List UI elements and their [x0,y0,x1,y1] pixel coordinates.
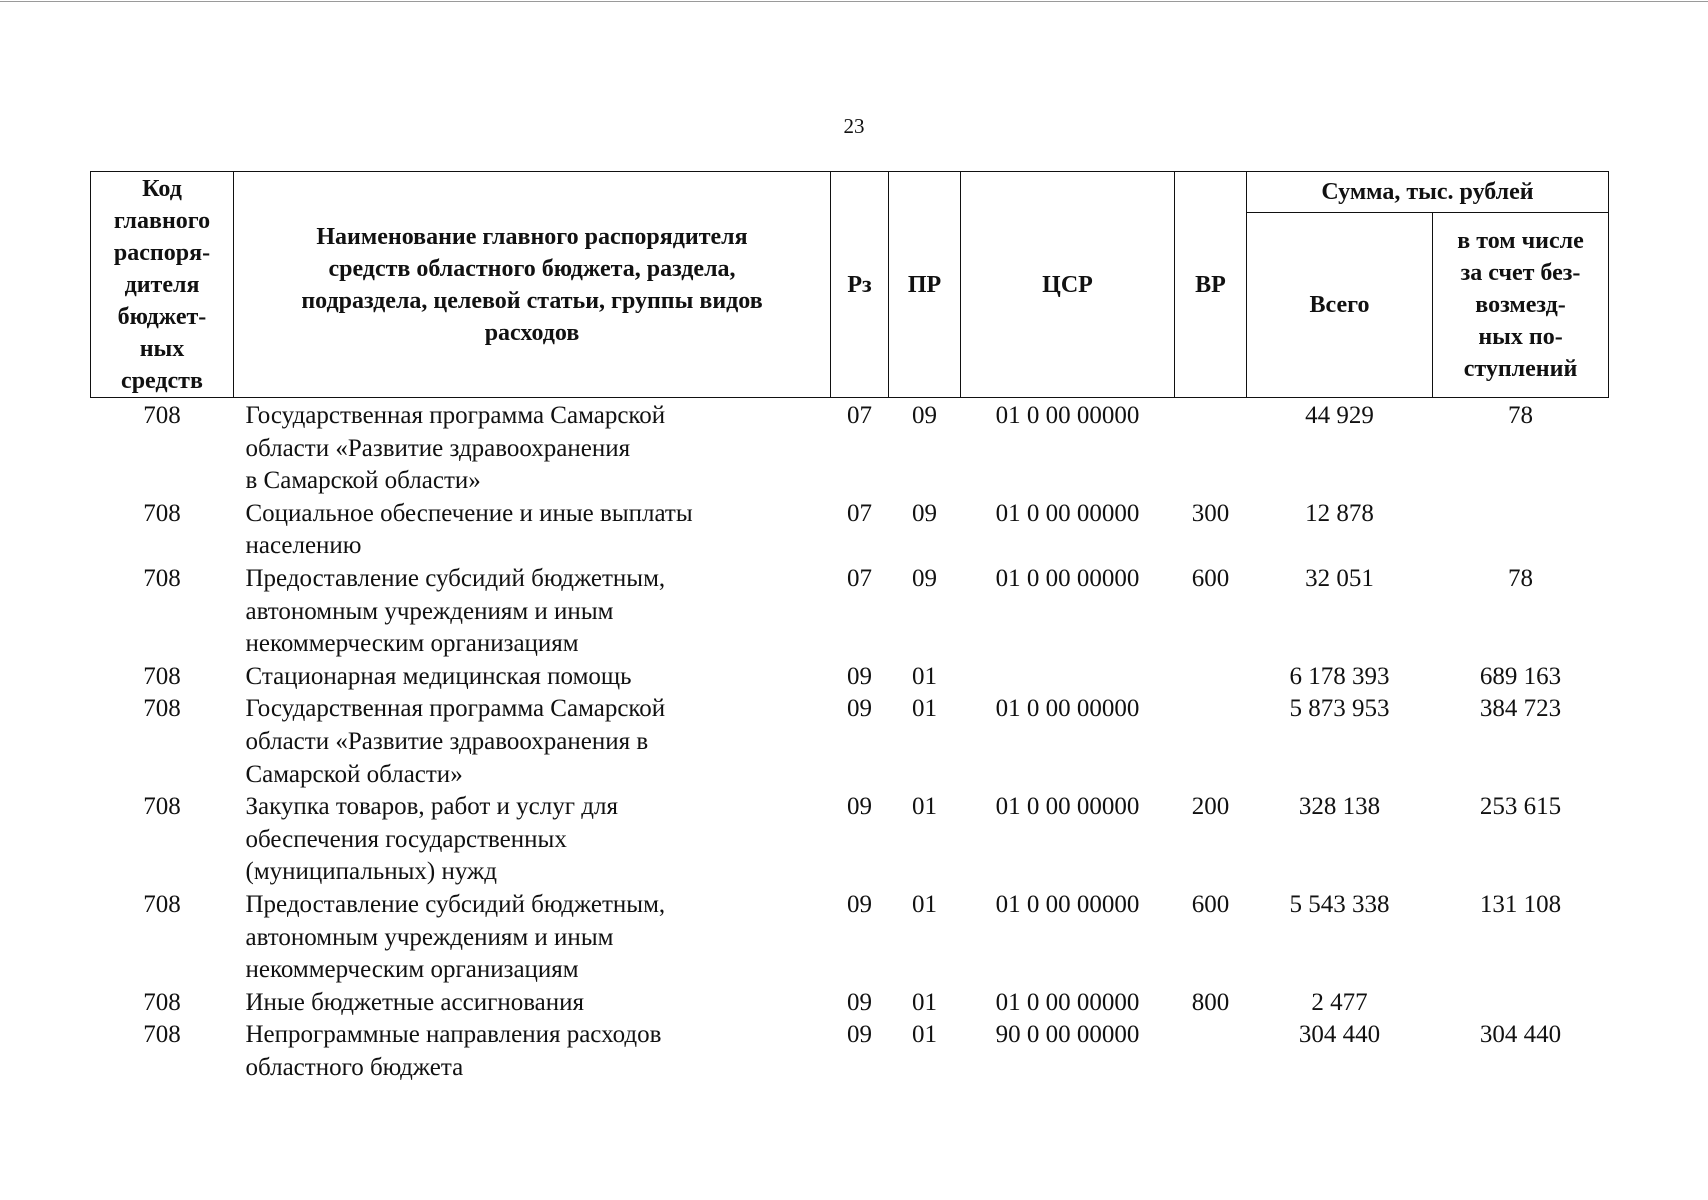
cell-total: 2 477 [1311,988,1368,1016]
cell-csr: 01 0 00 00000 [995,499,1140,527]
cell-free: 689 163 [1479,662,1562,690]
cell-rz: 09 [847,1021,872,1049]
cell-code: 708 [143,890,181,918]
header-vr: ВР [1175,172,1247,398]
name-line: автономным учреждениям и иным [245,597,614,625]
name-line: населению [245,532,362,560]
cell-name [234,1019,831,1084]
cell-rz: 09 [847,988,872,1016]
top-rule [0,1,1708,2]
name-line: некоммерческим организациям [245,956,579,984]
cell-vr: 300 [1191,499,1230,527]
cell-name [234,498,831,563]
cell-rz: 07 [847,499,872,527]
table-row [91,563,1609,661]
header-code: Код главного распоря- дителя бюджет- ных средств [91,172,234,398]
cell-pr: 01 [912,1021,937,1049]
name-line: Предоставление субсидий бюджетным, [245,564,666,592]
cell-name [234,563,831,661]
cell-vr: 600 [1191,890,1230,918]
cell-code: 708 [143,499,181,527]
cell-code: 708 [143,793,181,821]
cell-code: 708 [143,1021,181,1049]
cell-vr: 800 [1191,988,1230,1016]
cell-total: 5 873 953 [1289,695,1390,723]
cell-name [234,693,831,791]
cell-csr: 90 0 00 00000 [995,1021,1140,1049]
name-line: Государственная программа Самарской [245,402,666,429]
cell-free: 78 [1508,564,1533,592]
name-line: Непрограммные направления расходов [245,1021,662,1049]
cell-csr: 01 0 00 00000 [995,564,1140,592]
cell-total: 12 878 [1305,499,1374,527]
header-sum-group: Сумма, тыс. рублей [1247,172,1609,213]
name-line: автономным учреждениям и иным [245,923,614,951]
cell-pr: 09 [912,402,937,429]
cell-code: 708 [143,662,181,690]
name-line: областного бюджета [245,1053,464,1081]
table-row [91,1019,1609,1084]
cell-csr: 01 0 00 00000 [995,890,1140,918]
cell-name [234,889,831,987]
table-row [91,791,1609,889]
name-line: в Самарской области» [245,467,481,495]
table-row [91,889,1609,987]
cell-rz: 09 [847,793,872,821]
cell-name [234,791,831,889]
header-free: в том числе за счет без- возмезд- ных по- ступлений [1433,213,1609,398]
name-line: области «Развитие здравоохранения [245,434,631,462]
header-rz: Рз [831,172,889,398]
cell-code: 708 [143,988,181,1016]
cell-pr: 01 [912,662,937,690]
cell-rz: 09 [847,695,872,723]
cell-pr: 01 [912,793,937,821]
cell-total: 5 543 338 [1289,890,1390,918]
cell-rz: 09 [847,662,872,690]
name-line: Социальное обеспечение и иные выплаты [245,499,693,527]
cell-csr: 01 0 00 00000 [995,402,1140,429]
cell-total: 44 929 [1305,402,1374,429]
cell-code: 708 [143,402,181,429]
cell-pr: 01 [912,890,937,918]
cell-csr: 01 0 00 00000 [995,988,1140,1016]
name-line: Иные бюджетные ассигнования [245,988,585,1016]
table-row [91,661,1609,694]
name-line: области «Развитие здравоохранения в [245,727,649,755]
cell-pr: 01 [912,988,937,1016]
name-line: Самарской области» [245,760,463,788]
cell-free: 78 [1508,402,1533,429]
cell-pr: 09 [912,499,937,527]
cell-rz: 07 [847,402,872,429]
cell-free: 131 108 [1479,890,1562,918]
cell-name [234,398,831,498]
table-row [91,498,1609,563]
name-line: обеспечения государственных [245,825,567,853]
table-body [91,398,1609,1085]
cell-free: 304 440 [1479,1021,1562,1049]
name-line: Государственная программа Самарской [245,695,666,723]
cell-csr: 01 0 00 00000 [995,793,1140,821]
cell-pr: 09 [912,564,937,592]
cell-free: 253 615 [1479,793,1562,821]
page-number: 23 [843,114,865,138]
cell-vr [1175,1019,1247,1084]
budget-table [90,171,1609,1084]
name-line: (муниципальных) нужд [245,858,498,886]
cell-code: 708 [143,564,181,592]
cell-vr [1175,661,1247,694]
cell-vr [1175,693,1247,791]
header-total: Всего [1247,213,1433,398]
cell-pr: 01 [912,695,937,723]
cell-code: 708 [143,695,181,723]
cell-free [1433,498,1609,563]
cell-rz: 09 [847,890,872,918]
table-row [91,987,1609,1020]
cell-total: 6 178 393 [1289,662,1390,690]
name-line: Закупка товаров, работ и услуг для [245,793,618,821]
cell-free [1433,987,1609,1020]
name-line: Стационарная медицинская помощь [245,662,632,690]
cell-csr [961,661,1175,694]
name-line: некоммерческим организациям [245,630,579,658]
header-name: Наименование главного распорядителя средств областного бюджета, раздела, подраздела, целевой статьи, группы видов расходов [234,172,831,398]
cell-vr [1175,398,1247,498]
cell-csr: 01 0 00 00000 [995,695,1140,723]
cell-vr: 600 [1191,564,1230,592]
cell-name [234,987,831,1020]
cell-rz: 07 [847,564,872,592]
cell-vr: 200 [1191,793,1230,821]
header-pr: ПР [889,172,961,398]
cell-free: 384 723 [1479,695,1562,723]
table-row [91,693,1609,791]
cell-name [234,661,831,694]
table-row [91,398,1609,498]
cell-total: 304 440 [1298,1021,1381,1049]
cell-total: 328 138 [1298,793,1381,821]
table-header [91,172,1609,398]
cell-total: 32 051 [1305,564,1374,592]
header-csr: ЦСР [961,172,1175,398]
name-line: Предоставление субсидий бюджетным, [245,890,666,918]
